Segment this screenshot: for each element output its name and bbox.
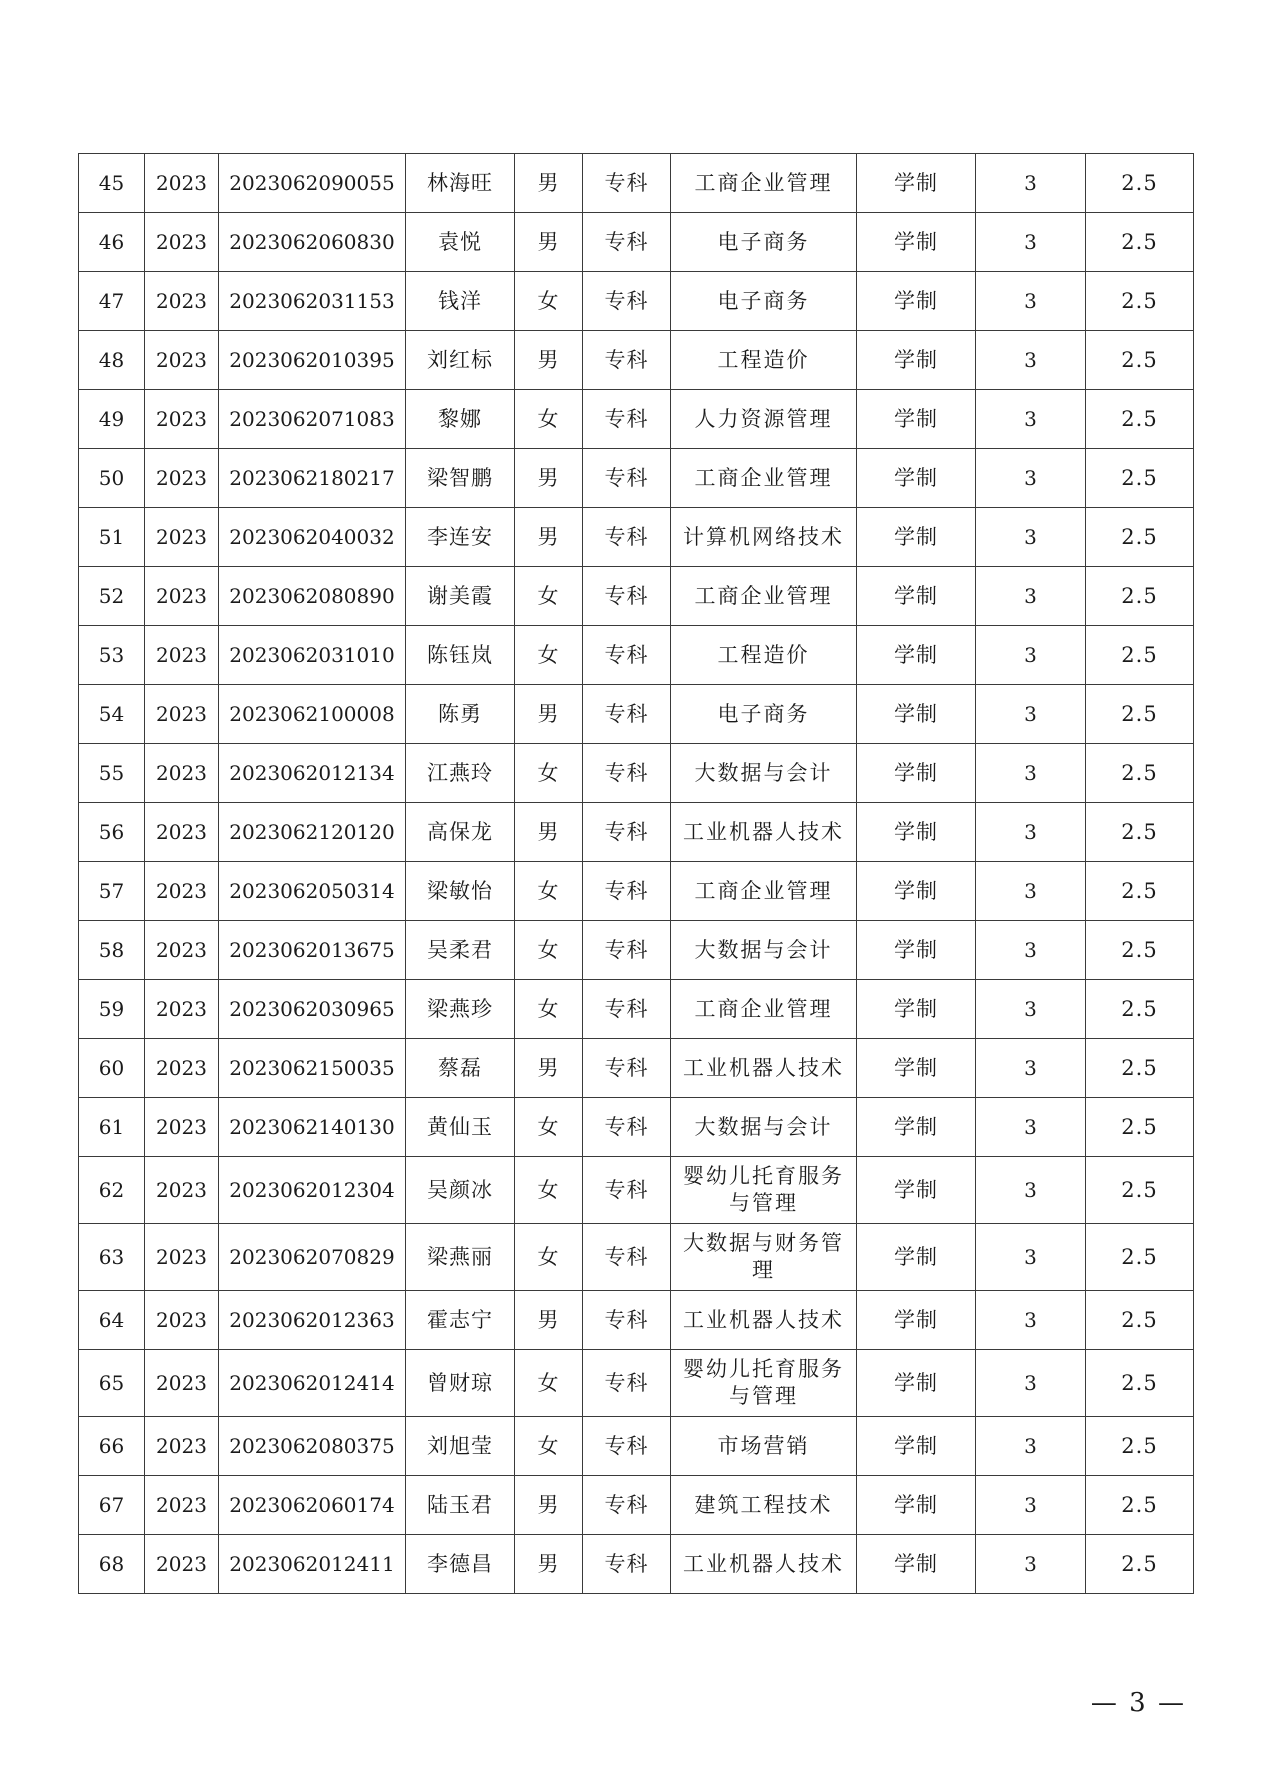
- cell-year: 2023: [145, 980, 219, 1039]
- cell-duration: 3: [976, 331, 1086, 390]
- cell-major: 工业机器人技术: [671, 1535, 857, 1594]
- cell-gender: 男: [515, 213, 583, 272]
- cell-student-id: 2023062012414: [219, 1350, 406, 1417]
- cell-student-id: 2023062012363: [219, 1291, 406, 1350]
- cell-duration: 3: [976, 1157, 1086, 1224]
- cell-major: 工商企业管理: [671, 154, 857, 213]
- table-row: [79, 1291, 1194, 1350]
- cell-system: 学制: [857, 272, 976, 331]
- cell-level: 专科: [583, 685, 671, 744]
- table-row: [79, 331, 1194, 390]
- cell-row-number: 50: [79, 449, 145, 508]
- cell-student-id: 2023062080375: [219, 1417, 406, 1476]
- cell-level: 专科: [583, 390, 671, 449]
- cell-major: 工商企业管理: [671, 567, 857, 626]
- cell-system: 学制: [857, 1476, 976, 1535]
- cell-level: 专科: [583, 272, 671, 331]
- cell-system: 学制: [857, 685, 976, 744]
- cell-gender: 男: [515, 1039, 583, 1098]
- table-row: [79, 1098, 1194, 1157]
- cell-level: 专科: [583, 1476, 671, 1535]
- cell-gender: 女: [515, 1417, 583, 1476]
- cell-student-name: 袁悦: [406, 213, 515, 272]
- cell-student-name: 吴柔君: [406, 921, 515, 980]
- table-row: [79, 980, 1194, 1039]
- cell-system: 学制: [857, 331, 976, 390]
- cell-duration: 3: [976, 213, 1086, 272]
- cell-row-number: 64: [79, 1291, 145, 1350]
- cell-student-id: 2023062080890: [219, 567, 406, 626]
- cell-year: 2023: [145, 685, 219, 744]
- cell-major: 工商企业管理: [671, 980, 857, 1039]
- cell-gender: 女: [515, 272, 583, 331]
- cell-student-id: 2023062013675: [219, 921, 406, 980]
- cell-gender: 女: [515, 390, 583, 449]
- cell-level: 专科: [583, 1224, 671, 1291]
- cell-value: 2.5: [1086, 980, 1194, 1039]
- cell-student-id: 2023062040032: [219, 508, 406, 567]
- cell-major: 工商企业管理: [671, 862, 857, 921]
- cell-student-id: 2023062090055: [219, 154, 406, 213]
- cell-student-name: 霍志宁: [406, 1291, 515, 1350]
- cell-duration: 3: [976, 508, 1086, 567]
- cell-student-name: 高保龙: [406, 803, 515, 862]
- cell-duration: 3: [976, 1350, 1086, 1417]
- table-row: [79, 685, 1194, 744]
- cell-student-name: 梁燕珍: [406, 980, 515, 1039]
- cell-row-number: 45: [79, 154, 145, 213]
- cell-system: 学制: [857, 1224, 976, 1291]
- cell-student-name: 李德昌: [406, 1535, 515, 1594]
- table-row: [79, 213, 1194, 272]
- cell-student-name: 谢美霞: [406, 567, 515, 626]
- cell-system: 学制: [857, 921, 976, 980]
- cell-year: 2023: [145, 1224, 219, 1291]
- cell-value: 2.5: [1086, 1291, 1194, 1350]
- cell-student-id: 2023062140130: [219, 1098, 406, 1157]
- cell-system: 学制: [857, 213, 976, 272]
- cell-duration: 3: [976, 862, 1086, 921]
- cell-level: 专科: [583, 862, 671, 921]
- cell-level: 专科: [583, 1417, 671, 1476]
- cell-value: 2.5: [1086, 272, 1194, 331]
- table-row: [79, 508, 1194, 567]
- cell-duration: 3: [976, 390, 1086, 449]
- cell-level: 专科: [583, 1350, 671, 1417]
- cell-row-number: 60: [79, 1039, 145, 1098]
- cell-year: 2023: [145, 449, 219, 508]
- table-row: [79, 744, 1194, 803]
- cell-student-id: 2023062060174: [219, 1476, 406, 1535]
- cell-gender: 男: [515, 1476, 583, 1535]
- cell-student-id: 2023062031010: [219, 626, 406, 685]
- cell-system: 学制: [857, 1098, 976, 1157]
- cell-duration: 3: [976, 1039, 1086, 1098]
- cell-gender: 女: [515, 921, 583, 980]
- cell-major: 婴幼儿托育服务与管理: [671, 1157, 857, 1224]
- cell-student-name: 蔡磊: [406, 1039, 515, 1098]
- table-row: [79, 1417, 1194, 1476]
- cell-student-name: 陆玉君: [406, 1476, 515, 1535]
- cell-year: 2023: [145, 1157, 219, 1224]
- cell-gender: 女: [515, 1098, 583, 1157]
- cell-student-id: 2023062012134: [219, 744, 406, 803]
- cell-row-number: 51: [79, 508, 145, 567]
- cell-gender: 女: [515, 862, 583, 921]
- table-row: [79, 154, 1194, 213]
- cell-value: 2.5: [1086, 449, 1194, 508]
- cell-system: 学制: [857, 1039, 976, 1098]
- cell-year: 2023: [145, 1291, 219, 1350]
- cell-year: 2023: [145, 331, 219, 390]
- cell-system: 学制: [857, 862, 976, 921]
- cell-level: 专科: [583, 213, 671, 272]
- cell-row-number: 67: [79, 1476, 145, 1535]
- table-row: [79, 1350, 1194, 1417]
- cell-value: 2.5: [1086, 1157, 1194, 1224]
- cell-student-id: 2023062070829: [219, 1224, 406, 1291]
- cell-row-number: 57: [79, 862, 145, 921]
- cell-student-id: 2023062031153: [219, 272, 406, 331]
- cell-student-name: 梁智鹏: [406, 449, 515, 508]
- cell-system: 学制: [857, 1157, 976, 1224]
- cell-gender: 男: [515, 1291, 583, 1350]
- cell-row-number: 65: [79, 1350, 145, 1417]
- table-row: [79, 390, 1194, 449]
- cell-duration: 3: [976, 1417, 1086, 1476]
- cell-student-name: 梁敏怡: [406, 862, 515, 921]
- cell-level: 专科: [583, 803, 671, 862]
- cell-value: 2.5: [1086, 1535, 1194, 1594]
- table-row: [79, 1535, 1194, 1594]
- cell-major: 计算机网络技术: [671, 508, 857, 567]
- cell-row-number: 53: [79, 626, 145, 685]
- cell-level: 专科: [583, 331, 671, 390]
- cell-level: 专科: [583, 449, 671, 508]
- cell-value: 2.5: [1086, 331, 1194, 390]
- cell-student-name: 吴颜冰: [406, 1157, 515, 1224]
- cell-level: 专科: [583, 1535, 671, 1594]
- cell-value: 2.5: [1086, 1224, 1194, 1291]
- cell-value: 2.5: [1086, 213, 1194, 272]
- cell-gender: 女: [515, 567, 583, 626]
- cell-row-number: 58: [79, 921, 145, 980]
- cell-level: 专科: [583, 508, 671, 567]
- cell-major: 大数据与会计: [671, 744, 857, 803]
- cell-major: 工业机器人技术: [671, 1291, 857, 1350]
- cell-major: 人力资源管理: [671, 390, 857, 449]
- cell-duration: 3: [976, 567, 1086, 626]
- cell-value: 2.5: [1086, 744, 1194, 803]
- cell-year: 2023: [145, 1476, 219, 1535]
- table-row: [79, 449, 1194, 508]
- cell-student-name: 曾财琼: [406, 1350, 515, 1417]
- table-row: [79, 1476, 1194, 1535]
- cell-gender: 女: [515, 1224, 583, 1291]
- cell-student-name: 钱洋: [406, 272, 515, 331]
- cell-system: 学制: [857, 744, 976, 803]
- cell-duration: 3: [976, 1291, 1086, 1350]
- table-row: [79, 567, 1194, 626]
- cell-duration: 3: [976, 449, 1086, 508]
- cell-level: 专科: [583, 567, 671, 626]
- cell-system: 学制: [857, 1291, 976, 1350]
- cell-student-name: 李连安: [406, 508, 515, 567]
- cell-duration: 3: [976, 1476, 1086, 1535]
- cell-value: 2.5: [1086, 1350, 1194, 1417]
- cell-student-id: 2023062030965: [219, 980, 406, 1039]
- cell-gender: 女: [515, 626, 583, 685]
- cell-value: 2.5: [1086, 154, 1194, 213]
- cell-row-number: 59: [79, 980, 145, 1039]
- cell-gender: 男: [515, 508, 583, 567]
- cell-system: 学制: [857, 154, 976, 213]
- cell-row-number: 49: [79, 390, 145, 449]
- cell-duration: 3: [976, 1535, 1086, 1594]
- cell-value: 2.5: [1086, 1098, 1194, 1157]
- cell-year: 2023: [145, 390, 219, 449]
- cell-value: 2.5: [1086, 1417, 1194, 1476]
- cell-year: 2023: [145, 567, 219, 626]
- cell-value: 2.5: [1086, 390, 1194, 449]
- cell-value: 2.5: [1086, 626, 1194, 685]
- cell-student-name: 黎娜: [406, 390, 515, 449]
- cell-student-name: 陈钰岚: [406, 626, 515, 685]
- cell-year: 2023: [145, 626, 219, 685]
- cell-gender: 女: [515, 1157, 583, 1224]
- table-row: [79, 272, 1194, 331]
- cell-row-number: 48: [79, 331, 145, 390]
- cell-system: 学制: [857, 390, 976, 449]
- cell-level: 专科: [583, 154, 671, 213]
- table-row: [79, 1039, 1194, 1098]
- cell-gender: 女: [515, 1350, 583, 1417]
- cell-duration: 3: [976, 803, 1086, 862]
- cell-student-name: 刘旭莹: [406, 1417, 515, 1476]
- cell-year: 2023: [145, 1535, 219, 1594]
- cell-major: 工程造价: [671, 331, 857, 390]
- cell-gender: 女: [515, 980, 583, 1039]
- cell-value: 2.5: [1086, 1476, 1194, 1535]
- page-number: — 3 —: [1090, 1688, 1186, 1718]
- cell-major: 电子商务: [671, 272, 857, 331]
- cell-student-id: 2023062050314: [219, 862, 406, 921]
- cell-duration: 3: [976, 626, 1086, 685]
- cell-student-name: 黄仙玉: [406, 1098, 515, 1157]
- cell-row-number: 66: [79, 1417, 145, 1476]
- cell-student-name: 江燕玲: [406, 744, 515, 803]
- cell-duration: 3: [976, 685, 1086, 744]
- cell-student-name: 刘红标: [406, 331, 515, 390]
- cell-system: 学制: [857, 626, 976, 685]
- cell-system: 学制: [857, 449, 976, 508]
- cell-student-id: 2023062071083: [219, 390, 406, 449]
- cell-major: 大数据与会计: [671, 1098, 857, 1157]
- table-row: [79, 862, 1194, 921]
- cell-duration: 3: [976, 154, 1086, 213]
- cell-level: 专科: [583, 744, 671, 803]
- cell-year: 2023: [145, 1098, 219, 1157]
- cell-year: 2023: [145, 272, 219, 331]
- cell-student-id: 2023062120120: [219, 803, 406, 862]
- cell-year: 2023: [145, 1350, 219, 1417]
- cell-gender: 男: [515, 685, 583, 744]
- cell-row-number: 47: [79, 272, 145, 331]
- cell-system: 学制: [857, 1350, 976, 1417]
- cell-student-id: 2023062060830: [219, 213, 406, 272]
- cell-student-id: 2023062150035: [219, 1039, 406, 1098]
- cell-row-number: 55: [79, 744, 145, 803]
- cell-year: 2023: [145, 803, 219, 862]
- cell-system: 学制: [857, 1417, 976, 1476]
- cell-year: 2023: [145, 921, 219, 980]
- cell-student-name: 梁燕丽: [406, 1224, 515, 1291]
- cell-value: 2.5: [1086, 1039, 1194, 1098]
- cell-row-number: 68: [79, 1535, 145, 1594]
- cell-student-id: 2023062100008: [219, 685, 406, 744]
- cell-student-id: 2023062012304: [219, 1157, 406, 1224]
- cell-level: 专科: [583, 921, 671, 980]
- cell-major: 大数据与会计: [671, 921, 857, 980]
- cell-duration: 3: [976, 1098, 1086, 1157]
- cell-system: 学制: [857, 567, 976, 626]
- roster-body: [79, 154, 1194, 1594]
- cell-value: 2.5: [1086, 862, 1194, 921]
- cell-year: 2023: [145, 862, 219, 921]
- cell-year: 2023: [145, 508, 219, 567]
- cell-duration: 3: [976, 1224, 1086, 1291]
- cell-major: 建筑工程技术: [671, 1476, 857, 1535]
- cell-row-number: 62: [79, 1157, 145, 1224]
- cell-student-id: 2023062010395: [219, 331, 406, 390]
- cell-major: 婴幼儿托育服务与管理: [671, 1350, 857, 1417]
- cell-value: 2.5: [1086, 685, 1194, 744]
- cell-gender: 女: [515, 744, 583, 803]
- cell-value: 2.5: [1086, 508, 1194, 567]
- cell-major: 电子商务: [671, 213, 857, 272]
- cell-major: 工商企业管理: [671, 449, 857, 508]
- cell-year: 2023: [145, 1039, 219, 1098]
- cell-value: 2.5: [1086, 567, 1194, 626]
- table-row: [79, 921, 1194, 980]
- cell-row-number: 54: [79, 685, 145, 744]
- cell-student-name: 林海旺: [406, 154, 515, 213]
- cell-duration: 3: [976, 980, 1086, 1039]
- cell-year: 2023: [145, 213, 219, 272]
- cell-system: 学制: [857, 508, 976, 567]
- cell-row-number: 56: [79, 803, 145, 862]
- cell-value: 2.5: [1086, 921, 1194, 980]
- cell-system: 学制: [857, 803, 976, 862]
- student-roster-table: [78, 153, 1194, 1594]
- cell-row-number: 61: [79, 1098, 145, 1157]
- cell-level: 专科: [583, 980, 671, 1039]
- cell-gender: 男: [515, 449, 583, 508]
- cell-major: 工业机器人技术: [671, 803, 857, 862]
- cell-duration: 3: [976, 921, 1086, 980]
- cell-year: 2023: [145, 154, 219, 213]
- cell-value: 2.5: [1086, 803, 1194, 862]
- cell-row-number: 63: [79, 1224, 145, 1291]
- cell-year: 2023: [145, 1417, 219, 1476]
- cell-major: 大数据与财务管理: [671, 1224, 857, 1291]
- cell-level: 专科: [583, 626, 671, 685]
- cell-duration: 3: [976, 744, 1086, 803]
- cell-system: 学制: [857, 1535, 976, 1594]
- cell-gender: 男: [515, 154, 583, 213]
- cell-major: 工程造价: [671, 626, 857, 685]
- cell-major: 工业机器人技术: [671, 1039, 857, 1098]
- cell-duration: 3: [976, 272, 1086, 331]
- cell-gender: 男: [515, 1535, 583, 1594]
- cell-level: 专科: [583, 1291, 671, 1350]
- cell-level: 专科: [583, 1098, 671, 1157]
- table-row: [79, 626, 1194, 685]
- table-row: [79, 1157, 1194, 1224]
- cell-gender: 男: [515, 803, 583, 862]
- cell-year: 2023: [145, 744, 219, 803]
- table-row: [79, 1224, 1194, 1291]
- cell-student-id: 2023062180217: [219, 449, 406, 508]
- cell-level: 专科: [583, 1039, 671, 1098]
- cell-student-id: 2023062012411: [219, 1535, 406, 1594]
- cell-row-number: 46: [79, 213, 145, 272]
- cell-major: 电子商务: [671, 685, 857, 744]
- cell-level: 专科: [583, 1157, 671, 1224]
- table-row: [79, 803, 1194, 862]
- cell-student-name: 陈勇: [406, 685, 515, 744]
- cell-row-number: 52: [79, 567, 145, 626]
- cell-system: 学制: [857, 980, 976, 1039]
- cell-major: 市场营销: [671, 1417, 857, 1476]
- cell-gender: 男: [515, 331, 583, 390]
